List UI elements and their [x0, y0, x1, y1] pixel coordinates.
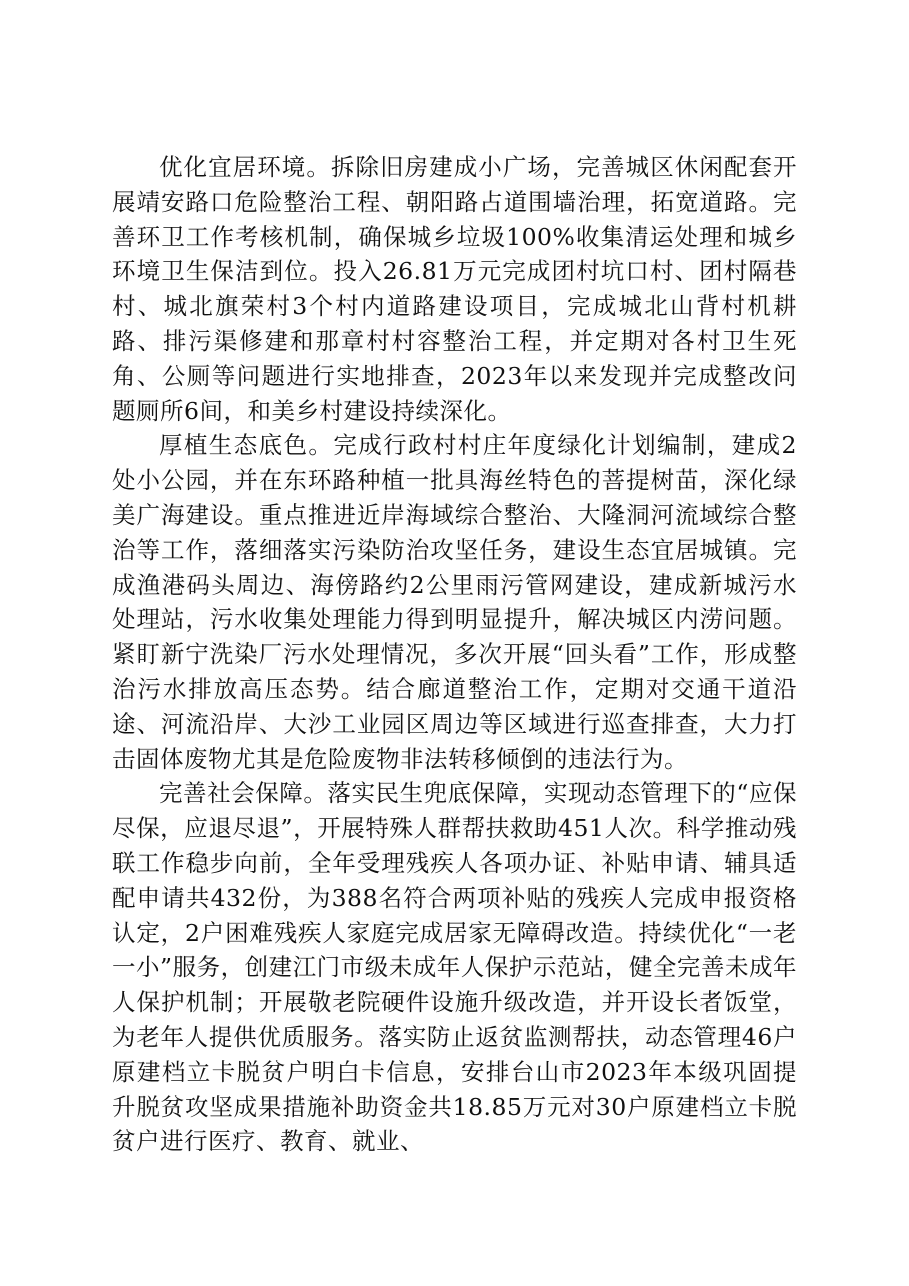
paragraph-living-environment: 优化宜居环境。拆除旧房建成小广场，完善城区休闲配套开展靖安路口危险整治工程、朝阳路占道围墙治理，拓宽道路。完善环卫工作考核机制，确保城乡垃圾100%收集清运处理和城乡环境卫生保洁到位。投入26.81万元完成团村坑口村、团村隔巷村、城北旗荣村3个村内道路建设项目，完成城北山背村机耕路、排污渠修建和那章村村容整治工程，并定期对各村卫生死角、公厕等问题进行实地排查，2023年以来发现并完成整改问题厕所6间，和美乡村建设持续深化。	[112, 153, 797, 425]
paragraph-social-security: 完善社会保障。落实民生兜底保障，实现动态管理下的“应保尽保，应退尽退”，开展特殊人群帮扶救助451人次。科学推动残联工作稳步向前，全年受理残疾人各项办证、补贴申请、辅具适配申请共432份，为388名符合两项补贴的残疾人完成申报资格认定，2户困难残疾人家庭完成居家无障碍改造。持续优化“一老一小”服务，创建江门市级未成年人保护示范站，健全完善未成年人保护机制；开展敬老院硬件设施升级改造，并开设长者饭堂，为老年人提供优质服务。落实防止返贫监测帮扶，动态管理46户原建档立卡脱贫户明白卡信息，安排台山市2023年本级巩固提升脱贫攻坚成果措施补助资金共18.85万元对30户原建档立卡脱贫户进行医疗、教育、就业、	[112, 779, 797, 1156]
document-page	[112, 150, 797, 1159]
paragraph-ecology: 厚植生态底色。完成行政村村庄年度绿化计划编制，建成2处小公园，并在东环路种植一批具海丝特色的菩提树苗，深化绿美广海建设。重点推进近岸海域综合整治、大隆洞河流域综合整治等工作，落细落实污染防治攻坚任务，建设生态宜居城镇。完成渔港码头周边、海傍路约2公里雨污管网建设，建成新城污水处理站，污水收集处理能力得到明显提升，解决城区内涝问题。紧盯新宁洗染厂污水处理情况，多次开展“回头看”工作，形成整治污水排放高压态势。结合廊道整治工作，定期对交通干道沿途、河流沿岸、大沙工业园区周边等区域进行巡查排查，大力打击固体废物尤其是危险废物非法转移倾倒的违法行为。	[112, 431, 797, 773]
